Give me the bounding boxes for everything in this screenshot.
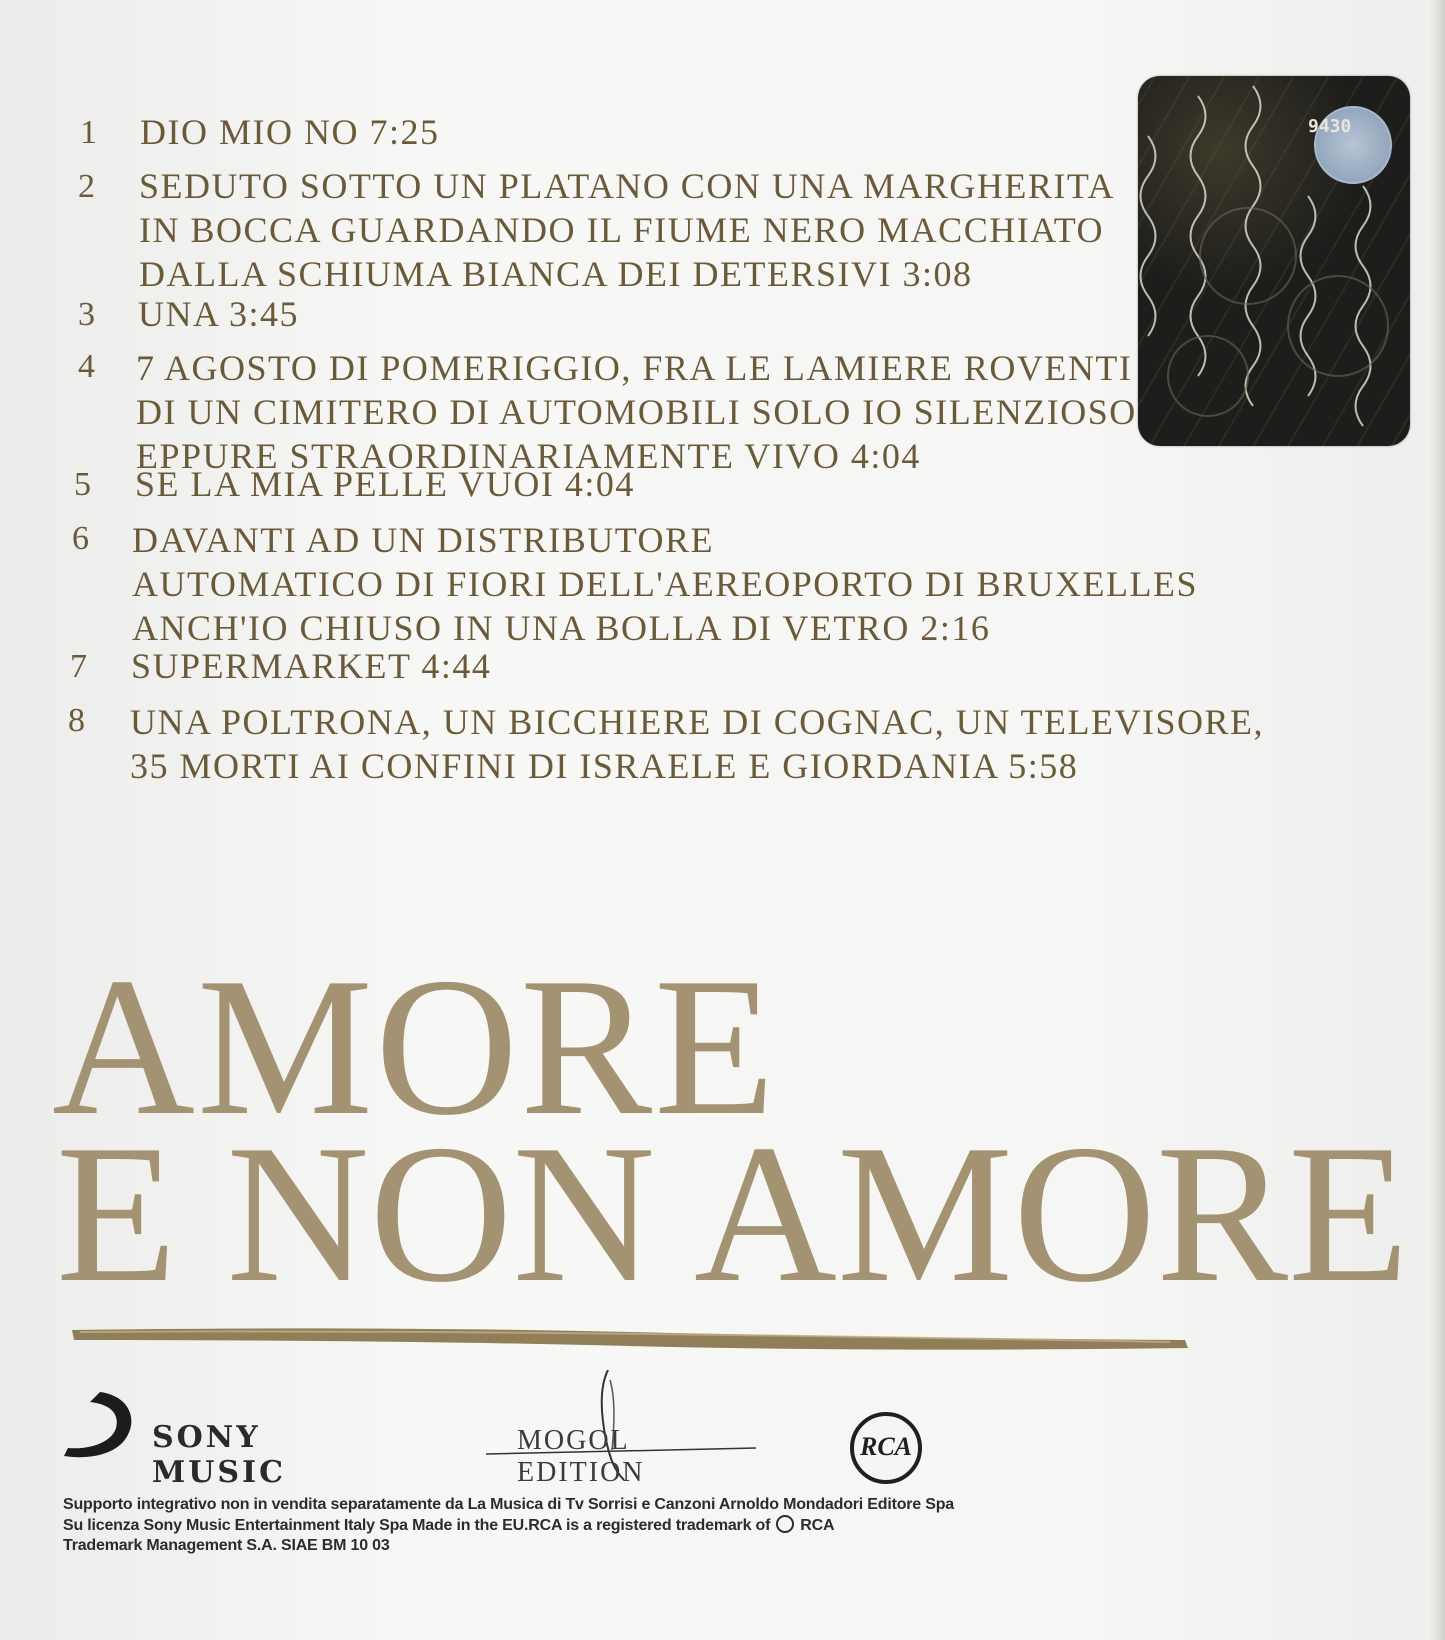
track-title-line: DIO MIO NO 7:25 — [140, 112, 440, 152]
rca-label: RCA — [859, 1432, 913, 1461]
legal-line-2-text: Su licenza Sony Music Entertainment Italy Spa Made in the EU.RCA is a registered trademark of — [63, 1517, 771, 1534]
track-title — [130, 700, 1264, 788]
sony-music-label: SONY MUSIC — [152, 1420, 286, 1490]
legal-line-2 — [63, 1515, 963, 1536]
gold-divider — [70, 1322, 1190, 1352]
track-title-line: 7 AGOSTO DI POMERIGGIO, FRA LE LAMIERE ROVENTI — [136, 348, 1133, 388]
track-title — [136, 346, 1137, 478]
sony-music-icon — [60, 1390, 140, 1462]
track-number: 3 — [78, 296, 96, 333]
legal-line-2-rca: RCA — [800, 1517, 835, 1534]
track-title — [138, 292, 299, 336]
track-title — [132, 518, 1198, 650]
track-title-line: SEDUTO SOTTO UN PLATANO CON UNA MARGHERITA — [139, 166, 1115, 206]
track-title-line: SUPERMARKET 4:44 — [131, 646, 492, 686]
rca-mini-icon — [776, 1515, 794, 1533]
track-title — [131, 644, 491, 688]
legal-line-1: Supporto integrativo non in vendita separatamente da La Musica di Tv Sorrisi e Canzoni Arnoldo Mondadori Editore Spa — [63, 1496, 954, 1513]
legal-line-3: Trademark Management S.A. SIAE BM 10 03 — [63, 1537, 390, 1554]
album-title-line-1: AMORE — [52, 937, 778, 1156]
track-title-line: UNA 3:45 — [138, 294, 300, 334]
cover-edge — [1425, 0, 1445, 1640]
album-title-line-2: E NON AMORE — [56, 1104, 1410, 1323]
track-title-line: 35 MORTI AI CONFINI DI ISRAELE E GIORDANIA 5:58 — [130, 746, 1079, 786]
track-number: 5 — [74, 466, 92, 503]
track-title — [139, 164, 1115, 296]
track-title-line: AUTOMATICO DI FIORI DELL'AEREOPORTO DI BRUXELLES — [132, 564, 1198, 604]
track-number: 2 — [78, 168, 96, 205]
track-number: 6 — [72, 520, 90, 557]
track-title-line: SE LA MIA PELLE VUOI 4:04 — [135, 464, 635, 504]
track-number: 1 — [80, 114, 98, 151]
track-title-line: EPPURE STRAORDINARIAMENTE VIVO 4:04 — [136, 436, 921, 476]
legal-notice — [63, 1495, 963, 1556]
track-title-line: DAVANTI AD UN DISTRIBUTORE — [132, 520, 715, 560]
track-title-line: IN BOCCA GUARDANDO IL FIUME NERO MACCHIATO — [139, 210, 1105, 250]
track-number: 8 — [68, 702, 86, 739]
track-number: 7 — [70, 648, 88, 685]
track-title-line: ANCH'IO CHIUSO IN UNA BOLLA DI VETRO 2:16 — [132, 608, 991, 648]
track-title-line: DALLA SCHIUMA BIANCA DEI DETERSIVI 3:08 — [139, 254, 973, 294]
track-title — [140, 110, 439, 154]
track-title — [135, 462, 635, 506]
track-title-line: UNA POLTRONA, UN BICCHIERE DI COGNAC, UN TELEVISORE, — [130, 702, 1265, 742]
track-title-line: DI UN CIMITERO DI AUTOMOBILI SOLO IO SILENZIOSO — [136, 392, 1137, 432]
siae-hologram-sticker — [1138, 76, 1410, 446]
sticker-code: 9430 — [1308, 116, 1352, 137]
track-number: 4 — [78, 348, 96, 385]
mogol-edition-label: MOGOL EDITION — [517, 1425, 645, 1488]
